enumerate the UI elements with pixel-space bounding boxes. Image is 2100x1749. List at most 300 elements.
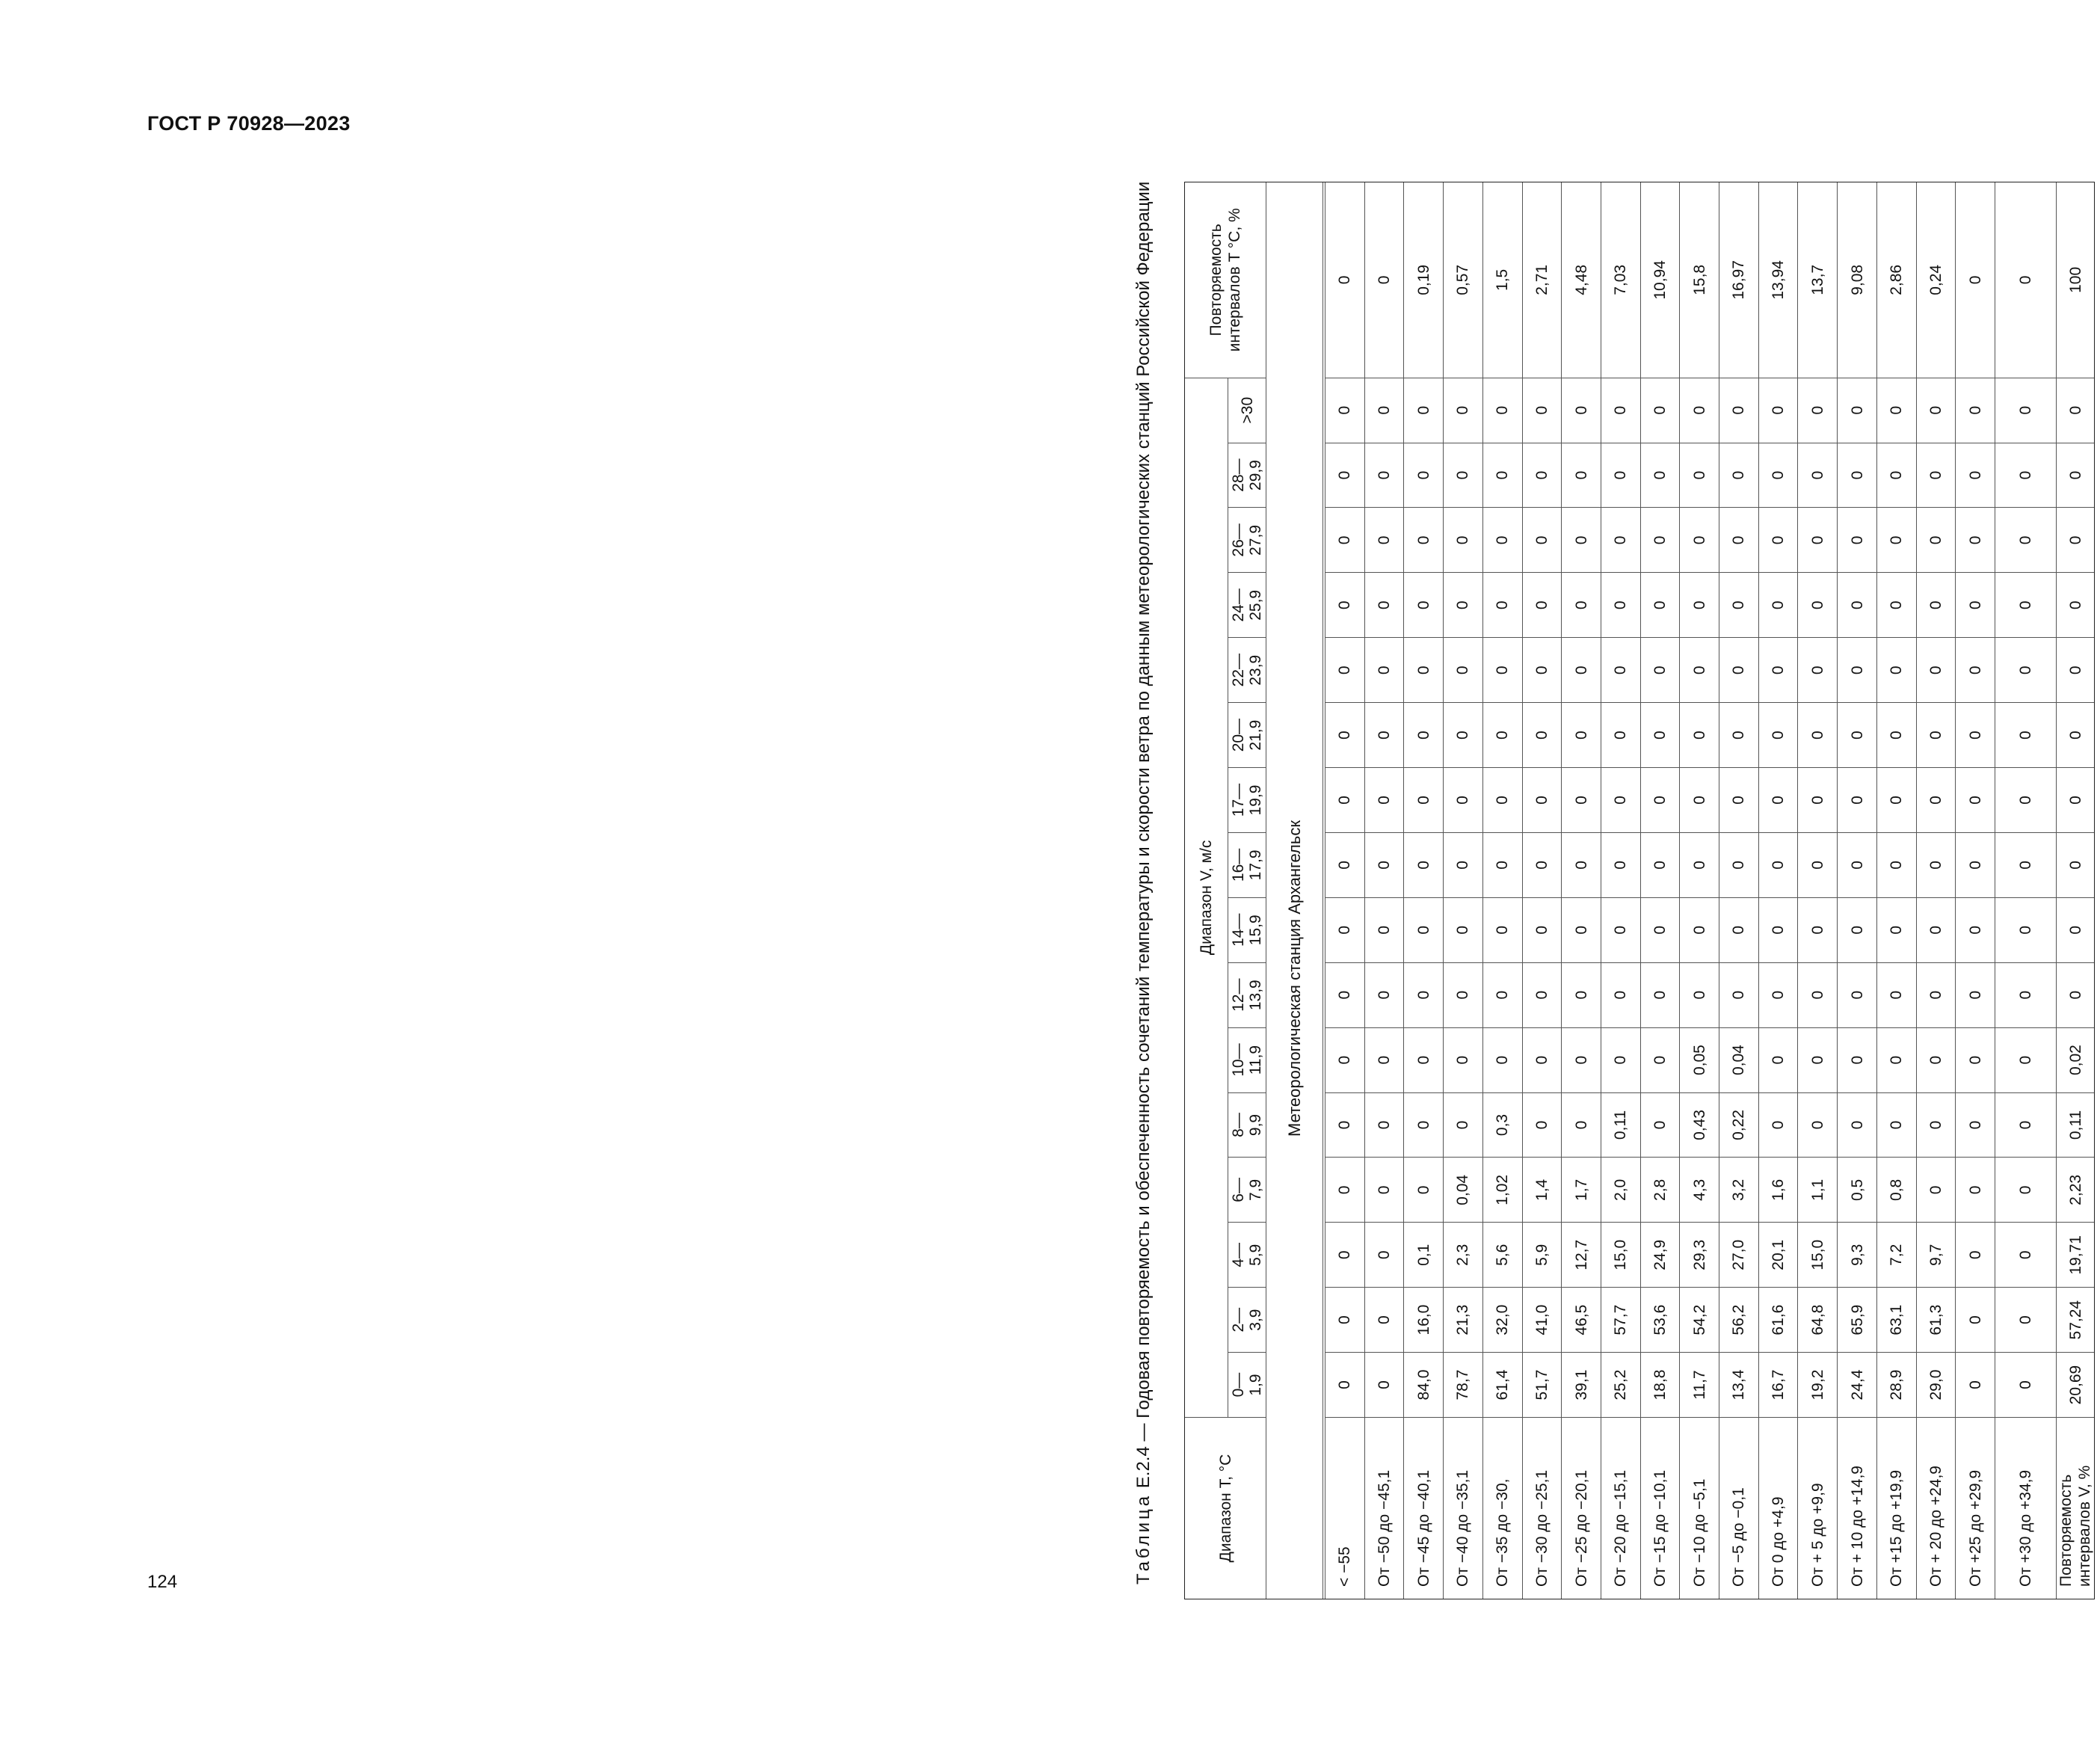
data-cell: 0 xyxy=(1325,1352,1365,1417)
row-repeatability-value: 0 xyxy=(1956,182,1995,378)
data-cell: 0 xyxy=(1995,637,2057,702)
data-cell: 0 xyxy=(1601,443,1641,508)
data-cell: 0 xyxy=(1601,962,1641,1027)
data-cell: 0 xyxy=(1325,832,1365,897)
data-cell: 0 xyxy=(1325,507,1365,572)
data-cell: 0 xyxy=(1523,1027,1562,1092)
data-cell: 0 xyxy=(1325,637,1365,702)
summary-cell: 2,23 xyxy=(2057,1157,2094,1222)
data-cell: 0 xyxy=(1877,767,1917,832)
document-header: ГОСТ Р 70928—2023 xyxy=(147,112,351,135)
data-cell: 0 xyxy=(1956,1352,1995,1417)
data-cell: 0 xyxy=(1404,767,1444,832)
data-cell: 0 xyxy=(1601,572,1641,637)
data-cell: 0,5 xyxy=(1838,1157,1877,1222)
data-cell: 0 xyxy=(1365,767,1405,832)
data-cell: 0 xyxy=(1759,507,1799,572)
data-cell: 1,6 xyxy=(1759,1157,1799,1222)
data-cell: 0 xyxy=(1483,962,1523,1027)
header-speed-bin xyxy=(1228,443,1266,508)
data-cell: 0,8 xyxy=(1877,1157,1917,1222)
data-cell: 0 xyxy=(1838,378,1877,443)
summary-cell: 0 xyxy=(2057,962,2094,1027)
data-cell: 0 xyxy=(1917,962,1956,1027)
data-cell: 51,7 xyxy=(1523,1352,1562,1417)
data-cell: 0 xyxy=(1365,962,1405,1027)
header-speed-bin xyxy=(1228,1092,1266,1158)
data-cell: 0 xyxy=(1917,1027,1956,1092)
speed-bin-from: 26— xyxy=(1230,523,1247,557)
data-cell: 0 xyxy=(1562,767,1601,832)
data-cell: 0 xyxy=(1641,832,1681,897)
data-cell: 0 xyxy=(1798,637,1838,702)
rotated-table-section xyxy=(1133,175,2100,1599)
data-cell: 0 xyxy=(1365,637,1405,702)
data-cell: 0 xyxy=(1877,572,1917,637)
data-cell: 0 xyxy=(1995,507,2057,572)
data-cell: 0 xyxy=(1838,507,1877,572)
data-cell: 0 xyxy=(1995,1352,2057,1417)
data-cell: 25,2 xyxy=(1601,1352,1641,1417)
speed-bin-from: 4— xyxy=(1230,1242,1247,1267)
speed-bin-to: 23,9 xyxy=(1247,654,1264,686)
data-cell: 0 xyxy=(1404,507,1444,572)
data-cell: 0 xyxy=(1877,897,1917,962)
row-repeatability-value: 0 xyxy=(1325,182,1365,378)
data-cell: 12,7 xyxy=(1562,1222,1601,1287)
data-cell: 0 xyxy=(1680,767,1719,832)
data-cell: 39,1 xyxy=(1562,1352,1601,1417)
data-cell: 0,3 xyxy=(1483,1092,1523,1158)
data-cell: 0 xyxy=(1798,443,1838,508)
data-cell: 0 xyxy=(1995,1287,2057,1352)
data-cell: 0 xyxy=(1365,832,1405,897)
row-repeatability-value: 13,7 xyxy=(1798,182,1838,378)
data-cell: 0 xyxy=(1523,832,1562,897)
data-cell: 0,04 xyxy=(1719,1027,1759,1092)
speed-bin-from: 0— xyxy=(1230,1372,1247,1398)
data-cell: 0 xyxy=(1325,443,1365,508)
data-cell: 0 xyxy=(1680,378,1719,443)
data-cell: 0 xyxy=(1877,443,1917,508)
data-cell: 9,3 xyxy=(1838,1222,1877,1287)
data-cell: 0 xyxy=(1719,767,1759,832)
data-cell: 0 xyxy=(1483,572,1523,637)
data-cell: 0 xyxy=(1917,702,1956,767)
speed-bin-to: 13,9 xyxy=(1247,980,1264,1011)
data-cell: 0 xyxy=(1759,702,1799,767)
data-cell: 0 xyxy=(1877,702,1917,767)
data-cell: 0 xyxy=(1404,443,1444,508)
data-cell: 0 xyxy=(1995,1222,2057,1287)
table-caption-text: Е.2.4 — Годовая повторяемость и обеспеченность сочетаний температуры и скорости ветра по данным метеорологических станций Российской Федерации xyxy=(1133,181,1154,1489)
data-cell: 0 xyxy=(1365,897,1405,962)
data-cell: 63,1 xyxy=(1877,1287,1917,1352)
header-speed-bin xyxy=(1228,1027,1266,1092)
data-cell: 0 xyxy=(1562,1092,1601,1158)
data-cell: 0 xyxy=(1483,897,1523,962)
row-repeatability-value: 9,08 xyxy=(1838,182,1877,378)
row-repeatability-value: 16,97 xyxy=(1719,182,1759,378)
data-cell: 57,7 xyxy=(1601,1287,1641,1352)
row-temperature-label: От +30 до +34,9 xyxy=(1995,1417,2057,1599)
data-cell: 0 xyxy=(1956,897,1995,962)
data-cell: 0 xyxy=(1365,507,1405,572)
data-cell: 16,0 xyxy=(1404,1287,1444,1352)
data-cell: 0 xyxy=(1759,572,1799,637)
summary-cell: 57,24 xyxy=(2057,1287,2094,1352)
data-cell: 13,4 xyxy=(1719,1352,1759,1417)
data-cell: 0 xyxy=(1365,1157,1405,1222)
page-number: 124 xyxy=(147,1572,178,1592)
data-cell: 0 xyxy=(1680,443,1719,508)
row-temperature-label: От −50 до −45,1 xyxy=(1365,1417,1405,1599)
summary-cell: 20,69 xyxy=(2057,1352,2094,1417)
data-cell: 0 xyxy=(1483,443,1523,508)
data-cell: 0 xyxy=(1365,1352,1405,1417)
row-temperature-label: От + 20 до +24,9 xyxy=(1917,1417,1956,1599)
speed-bin-to: 7,9 xyxy=(1247,1178,1264,1201)
data-cell: 0 xyxy=(1523,702,1562,767)
data-cell: 0 xyxy=(1680,897,1719,962)
data-cell: 84,0 xyxy=(1404,1352,1444,1417)
data-cell: 0 xyxy=(1917,832,1956,897)
data-cell: 0 xyxy=(1365,1092,1405,1158)
data-cell: 27,0 xyxy=(1719,1222,1759,1287)
data-cell: 5,6 xyxy=(1483,1222,1523,1287)
data-cell: 3,2 xyxy=(1719,1157,1759,1222)
data-cell: 0 xyxy=(1680,962,1719,1027)
data-cell: 61,4 xyxy=(1483,1352,1523,1417)
data-cell: 29,3 xyxy=(1680,1222,1719,1287)
data-cell: 0 xyxy=(1523,507,1562,572)
data-cell: 0 xyxy=(1719,702,1759,767)
table-caption xyxy=(1133,179,1154,1584)
speed-bin-from: 10— xyxy=(1230,1043,1247,1077)
summary-label: Повторяемость интервалов V, % xyxy=(2057,1417,2094,1599)
summary-cell: 0 xyxy=(2057,378,2094,443)
data-cell: 0 xyxy=(1641,702,1681,767)
data-cell: 0 xyxy=(1680,572,1719,637)
data-cell: 0 xyxy=(1365,1222,1405,1287)
summary-cell: 0 xyxy=(2057,572,2094,637)
row-repeatability-value: 2,86 xyxy=(1877,182,1917,378)
data-cell: 0 xyxy=(1680,832,1719,897)
row-temperature-label: От +15 до +19,9 xyxy=(1877,1417,1917,1599)
data-cell: 0 xyxy=(1719,572,1759,637)
data-cell: 0 xyxy=(1877,637,1917,702)
row-temperature-label: От −10 до −5,1 xyxy=(1680,1417,1719,1599)
data-cell: 0 xyxy=(1798,702,1838,767)
row-temperature-label: От −35 до −30, xyxy=(1483,1417,1523,1599)
data-cell: 0 xyxy=(1759,1092,1799,1158)
data-cell: 0 xyxy=(1680,637,1719,702)
data-cell: 32,0 xyxy=(1483,1287,1523,1352)
data-cell: 0 xyxy=(1956,1157,1995,1222)
header-speed-bin xyxy=(1228,507,1266,572)
data-cell: 0 xyxy=(1483,637,1523,702)
speed-bin-from: 20— xyxy=(1230,718,1247,752)
speed-bin-to: 1,9 xyxy=(1247,1374,1264,1396)
data-cell: 0 xyxy=(1444,378,1483,443)
data-cell: 0 xyxy=(1759,832,1799,897)
data-cell: 0 xyxy=(1956,702,1995,767)
row-repeatability-value: 7,03 xyxy=(1601,182,1641,378)
summary-cell: 0 xyxy=(2057,443,2094,508)
data-cell: 9,7 xyxy=(1917,1222,1956,1287)
data-cell: 0 xyxy=(1404,702,1444,767)
data-cell: 0 xyxy=(1444,767,1483,832)
data-cell: 0 xyxy=(1838,443,1877,508)
speed-bin-from: 2— xyxy=(1230,1307,1247,1333)
header-speed-bin xyxy=(1228,897,1266,962)
row-repeatability-value: 4,48 xyxy=(1562,182,1601,378)
data-cell: 0 xyxy=(1641,897,1681,962)
speed-bin-to: 3,9 xyxy=(1247,1309,1264,1331)
row-temperature-label: От +25 до +29,9 xyxy=(1956,1417,1995,1599)
data-cell: 24,9 xyxy=(1641,1222,1681,1287)
data-cell: 0 xyxy=(1404,572,1444,637)
header-temperature-range: Диапазон T, °C xyxy=(1185,1417,1266,1599)
station-name-row: Метеорологическая станция Архангельск xyxy=(1266,182,1325,1599)
summary-cell: 0,11 xyxy=(2057,1092,2094,1158)
data-cell: 0 xyxy=(1562,832,1601,897)
data-cell: 20,1 xyxy=(1759,1222,1799,1287)
data-cell: 0 xyxy=(1838,637,1877,702)
data-cell: 0 xyxy=(1325,572,1365,637)
data-cell: 0 xyxy=(1365,702,1405,767)
data-cell: 0 xyxy=(1759,1027,1799,1092)
data-cell: 0 xyxy=(1798,832,1838,897)
row-repeatability-value: 0 xyxy=(1365,182,1405,378)
data-cell: 0 xyxy=(1680,507,1719,572)
speed-bin-from: >30 xyxy=(1238,396,1256,424)
data-cell: 0 xyxy=(1483,507,1523,572)
data-cell: 0 xyxy=(1325,962,1365,1027)
data-cell: 1,02 xyxy=(1483,1157,1523,1222)
speed-bin-from: 16— xyxy=(1230,848,1247,882)
data-cell: 0,1 xyxy=(1404,1222,1444,1287)
data-cell: 0 xyxy=(1719,507,1759,572)
data-cell: 0 xyxy=(1995,378,2057,443)
data-cell: 0 xyxy=(1995,897,2057,962)
summary-cell: 19,71 xyxy=(2057,1222,2094,1287)
data-cell: 0 xyxy=(1995,1027,2057,1092)
data-cell: 0 xyxy=(1483,1027,1523,1092)
row-temperature-label: От −30 до −25,1 xyxy=(1523,1417,1562,1599)
data-cell: 0 xyxy=(1641,1092,1681,1158)
data-cell: 0 xyxy=(1404,897,1444,962)
data-cell: 0 xyxy=(1641,962,1681,1027)
data-cell: 0 xyxy=(1325,1157,1365,1222)
data-cell: 0 xyxy=(1641,1027,1681,1092)
data-cell: 0 xyxy=(1444,702,1483,767)
header-speed-bin xyxy=(1228,1352,1266,1417)
speed-bin-to: 19,9 xyxy=(1247,784,1264,816)
row-temperature-label: От −5 до −0,1 xyxy=(1719,1417,1759,1599)
row-temperature-label: От 0 до +4,9 xyxy=(1759,1417,1799,1599)
data-cell: 19,2 xyxy=(1798,1352,1838,1417)
row-temperature-label: От −45 до −40,1 xyxy=(1404,1417,1444,1599)
data-cell: 0 xyxy=(1641,378,1681,443)
data-cell: 0 xyxy=(1483,378,1523,443)
summary-cell: 0 xyxy=(2057,637,2094,702)
data-cell: 0 xyxy=(1641,507,1681,572)
data-cell: 0 xyxy=(1325,1287,1365,1352)
data-cell: 0 xyxy=(1680,702,1719,767)
row-repeatability-value: 13,94 xyxy=(1759,182,1799,378)
data-cell: 46,5 xyxy=(1562,1287,1601,1352)
data-cell: 0 xyxy=(1759,962,1799,1027)
data-cell: 0 xyxy=(1365,572,1405,637)
data-cell: 18,8 xyxy=(1641,1352,1681,1417)
data-cell: 0 xyxy=(1404,637,1444,702)
data-cell: 0 xyxy=(1719,443,1759,508)
data-cell: 0 xyxy=(1798,962,1838,1027)
summary-cell: 0 xyxy=(2057,507,2094,572)
speed-bin-from: 12— xyxy=(1230,978,1247,1012)
header-speed-bin xyxy=(1228,767,1266,832)
data-cell: 0 xyxy=(1562,378,1601,443)
data-cell: 56,2 xyxy=(1719,1287,1759,1352)
data-cell: 15,0 xyxy=(1798,1222,1838,1287)
data-cell: 0 xyxy=(1956,443,1995,508)
data-cell: 0 xyxy=(1877,378,1917,443)
data-cell: 0 xyxy=(1798,572,1838,637)
data-cell: 0 xyxy=(1444,637,1483,702)
data-cell: 0 xyxy=(1917,637,1956,702)
speed-bin-from: 8— xyxy=(1230,1113,1247,1137)
data-cell: 0 xyxy=(1601,702,1641,767)
data-cell: 0 xyxy=(1995,767,2057,832)
data-cell: 0 xyxy=(1956,1222,1995,1287)
speed-bin-to: 11,9 xyxy=(1247,1045,1264,1075)
data-cell: 0 xyxy=(1444,897,1483,962)
data-cell: 0 xyxy=(1917,378,1956,443)
data-cell: 11,7 xyxy=(1680,1352,1719,1417)
data-cell: 0,43 xyxy=(1680,1092,1719,1158)
data-cell: 78,7 xyxy=(1444,1352,1483,1417)
summary-cell: 0 xyxy=(2057,897,2094,962)
data-cell: 0 xyxy=(1404,832,1444,897)
speed-bin-to: 27,9 xyxy=(1247,525,1264,556)
data-cell: 0 xyxy=(1601,832,1641,897)
data-cell: 0,05 xyxy=(1680,1027,1719,1092)
data-cell: 21,3 xyxy=(1444,1287,1483,1352)
data-cell: 0 xyxy=(1444,572,1483,637)
data-cell: 0 xyxy=(1956,1092,1995,1158)
data-cell: 0 xyxy=(1601,1027,1641,1092)
data-cell: 0 xyxy=(1798,897,1838,962)
data-cell: 54,2 xyxy=(1680,1287,1719,1352)
speed-bin-to: 9,9 xyxy=(1247,1113,1264,1137)
speed-bin-to: 15,9 xyxy=(1247,915,1264,946)
header-speed-bin xyxy=(1228,1287,1266,1352)
data-cell: 0 xyxy=(1601,637,1641,702)
data-cell: 0 xyxy=(1325,1027,1365,1092)
row-temperature-label: < −55 xyxy=(1325,1417,1365,1599)
data-cell: 0 xyxy=(1877,507,1917,572)
summary-cell: 0 xyxy=(2057,767,2094,832)
summary-cell: 0 xyxy=(2057,832,2094,897)
data-cell: 0 xyxy=(1877,1027,1917,1092)
data-cell: 0,22 xyxy=(1719,1092,1759,1158)
speed-bin-to: 21,9 xyxy=(1247,719,1264,751)
data-cell: 0 xyxy=(1601,897,1641,962)
data-cell: 0 xyxy=(1838,832,1877,897)
data-cell: 0 xyxy=(1798,767,1838,832)
data-cell: 0 xyxy=(1719,962,1759,1027)
row-repeatability-value: 1,5 xyxy=(1483,182,1523,378)
data-cell: 0 xyxy=(1562,1027,1601,1092)
data-cell: 0 xyxy=(1917,443,1956,508)
data-cell: 0 xyxy=(1444,507,1483,572)
data-cell: 0 xyxy=(1759,897,1799,962)
row-repeatability-value: 0,24 xyxy=(1917,182,1956,378)
data-cell: 1,1 xyxy=(1798,1157,1838,1222)
data-cell: 0 xyxy=(1798,1092,1838,1158)
data-cell: 0 xyxy=(1995,832,2057,897)
data-cell: 0 xyxy=(1641,443,1681,508)
data-cell: 0 xyxy=(1325,1092,1365,1158)
data-cell: 0 xyxy=(1523,1092,1562,1158)
data-cell: 0 xyxy=(1601,507,1641,572)
row-temperature-label: От −15 до −10,1 xyxy=(1641,1417,1681,1599)
row-repeatability-value: 15,8 xyxy=(1680,182,1719,378)
data-cell: 2,3 xyxy=(1444,1222,1483,1287)
data-cell: 0 xyxy=(1483,767,1523,832)
row-repeatability-value: 0,57 xyxy=(1444,182,1483,378)
data-cell: 0 xyxy=(1325,378,1365,443)
data-cell: 1,4 xyxy=(1523,1157,1562,1222)
data-cell: 0 xyxy=(1719,378,1759,443)
data-cell: 0 xyxy=(1995,572,2057,637)
data-cell: 64,8 xyxy=(1798,1287,1838,1352)
data-cell: 0 xyxy=(1956,767,1995,832)
data-cell: 0 xyxy=(1759,443,1799,508)
data-cell: 0 xyxy=(1956,378,1995,443)
header-speed-bin xyxy=(1228,832,1266,897)
data-cell: 0 xyxy=(1523,378,1562,443)
data-cell: 0 xyxy=(1483,702,1523,767)
header-speed-bin xyxy=(1228,702,1266,767)
data-cell: 0 xyxy=(1956,572,1995,637)
data-cell: 0 xyxy=(1838,1092,1877,1158)
data-cell: 0 xyxy=(1759,637,1799,702)
data-cell: 0 xyxy=(1444,443,1483,508)
data-cell: 0 xyxy=(1877,832,1917,897)
data-cell: 0 xyxy=(1444,962,1483,1027)
data-cell: 0 xyxy=(1798,1027,1838,1092)
data-cell: 0 xyxy=(1404,378,1444,443)
row-repeatability-value: 2,71 xyxy=(1523,182,1562,378)
data-cell: 0 xyxy=(1995,443,2057,508)
data-cell: 0 xyxy=(1956,1027,1995,1092)
data-cell: 0 xyxy=(1562,962,1601,1027)
data-cell: 29,0 xyxy=(1917,1352,1956,1417)
data-cell: 0 xyxy=(1325,702,1365,767)
data-cell: 0 xyxy=(1404,962,1444,1027)
data-cell: 0 xyxy=(1325,1222,1365,1287)
data-cell: 61,6 xyxy=(1759,1287,1799,1352)
data-cell: 0 xyxy=(1877,1092,1917,1158)
data-cell: 0 xyxy=(1641,767,1681,832)
row-temperature-label: От −25 до −20,1 xyxy=(1562,1417,1601,1599)
data-cell: 0 xyxy=(1798,507,1838,572)
data-cell: 0 xyxy=(1838,897,1877,962)
speed-bin-from: 17— xyxy=(1230,783,1247,817)
data-cell: 16,7 xyxy=(1759,1352,1799,1417)
